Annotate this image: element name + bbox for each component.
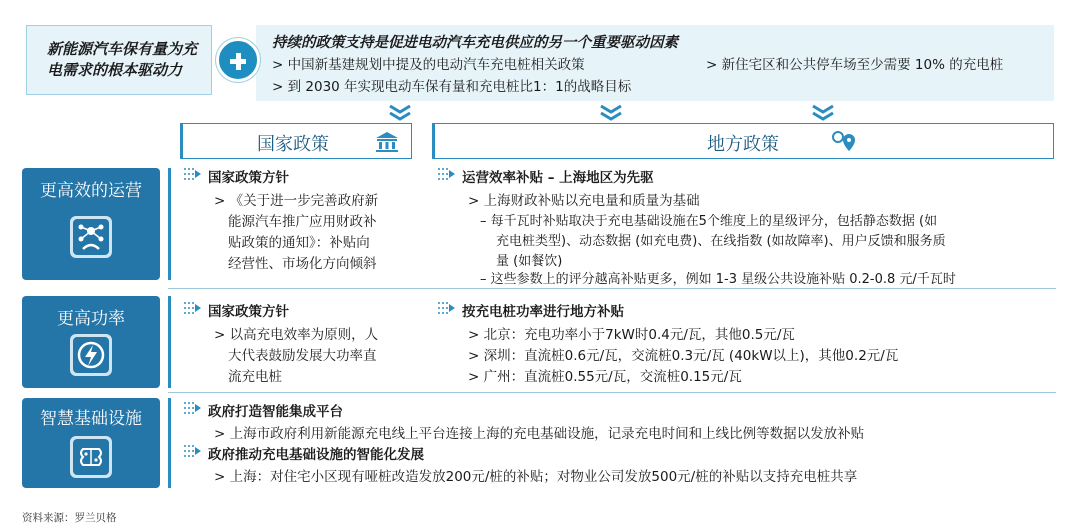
- power-bolt-icon: [70, 334, 112, 376]
- row-divider: [168, 392, 1056, 393]
- local-policy-line: > 深圳：直流桩0.6元/瓦，交流桩0.3元/瓦 (40kW以上)，其他0.2元/瓦: [468, 348, 899, 364]
- national-policy-line: 流充电桩: [228, 369, 282, 385]
- smart-development-line: > 上海：对住宅小区现有哑桩改造发放200元/桩的补贴；对物业公司发放500元/桩的补贴以支持充电桩共享: [214, 469, 858, 485]
- chevron-down-icon: [598, 103, 624, 123]
- driver-label-line2: 电需求的根本驱动力: [46, 61, 182, 79]
- map-pin-icon: [831, 130, 861, 154]
- tab-local-label: 地方政策: [707, 134, 779, 155]
- source-note: 资料来源：罗兰贝格: [22, 512, 117, 524]
- chevron-down-icon: [810, 103, 836, 123]
- local-policy-line: > 上海财政补贴以充电量和质量为基础: [468, 193, 700, 209]
- summary-bullet: > 新住宅区和公共停车场至少需要 10% 的充电桩: [706, 57, 1004, 73]
- local-policy-line: 充电桩类型)、动态数据 (如充电费)、在线指数 (如故障率)、用户反馈和服务质: [496, 234, 946, 249]
- local-policy-heading: 运营效率补贴 – 上海地区为先驱: [462, 170, 654, 186]
- national-policy-heading: 国家政策方针: [208, 170, 289, 186]
- chevron-down-icon: [387, 103, 413, 123]
- local-policy-line: > 北京：充电功率小于7kW时0.4元/瓦，其他0.5元/瓦: [468, 327, 795, 343]
- smart-platform-heading: 政府打造智能集成平台: [208, 404, 343, 420]
- smart-brain-icon: [70, 436, 112, 478]
- arrow-right-icon: [436, 167, 456, 181]
- arrow-right-icon: [182, 167, 202, 181]
- national-policy-line: 经营性、市场化方向倾斜: [228, 256, 377, 272]
- tab-national-policy: [180, 123, 412, 159]
- tab-national-label: 国家政策: [257, 134, 329, 155]
- row-label-efficiency: 更高效的运营: [22, 168, 160, 280]
- smart-development-heading: 政府推动充电基础设施的智能化发展: [208, 447, 424, 463]
- national-policy-heading: 国家政策方针: [208, 304, 289, 320]
- national-policy-line: 能源汽车推广应用财政补: [228, 214, 377, 230]
- arrow-right-icon: [182, 444, 202, 458]
- smart-platform-line: > 上海市政府利用新能源充电线上平台连接上海的充电基础设施，记录充电时间和上线比例等数据以发放补贴: [214, 426, 865, 442]
- row-label-smart-infra: 智慧基础设施: [22, 398, 160, 488]
- arrow-right-icon: [182, 401, 202, 415]
- row-divider: [168, 288, 1056, 289]
- arrow-right-icon: [436, 301, 456, 315]
- arrow-right-icon: [182, 301, 202, 315]
- policy-summary-title: 持续的政策支持是促进电动汽车充电供应的另一个重要驱动因素: [272, 35, 678, 51]
- national-policy-line: 贴政策的通知》：补贴向: [228, 235, 370, 251]
- local-policy-line: 量 (如餐饮): [496, 254, 563, 269]
- driver-label-box: [26, 25, 212, 95]
- summary-bullet: > 到 2030 年实现电动车保有量和充电桩比1：1的战略目标: [272, 79, 632, 95]
- tab-local-policy: [432, 123, 1054, 159]
- national-policy-line: 大代表鼓励发展大功率直: [228, 348, 377, 364]
- local-policy-line: – 每千瓦时补贴取决于充电基础设施在5个维度上的星级评分，包括静态数据 (如: [480, 214, 938, 229]
- local-policy-line: – 这些参数上的评分越高补贴更多，例如 1-3 星级公共设施补贴 0.2-0.8 元/千瓦时: [480, 272, 956, 287]
- national-policy-line: > 以高充电效率为原则，人: [214, 327, 379, 343]
- government-building-icon: [375, 131, 399, 153]
- local-policy-line: > 广州：直流桩0.55元/瓦，交流桩0.15元/瓦: [468, 369, 742, 385]
- national-policy-line: > 《关于进一步完善政府新: [214, 193, 379, 209]
- row-label-power: 更高功率: [22, 296, 160, 388]
- network-hand-icon: [70, 216, 112, 258]
- summary-bullet: > 中国新基建规划中提及的电动汽车充电桩相关政策: [272, 57, 585, 73]
- plus-icon: [216, 38, 260, 82]
- local-policy-heading: 按充电桩功率进行地方补贴: [462, 304, 624, 320]
- driver-label-line1: 新能源汽车保有量为充: [46, 40, 197, 58]
